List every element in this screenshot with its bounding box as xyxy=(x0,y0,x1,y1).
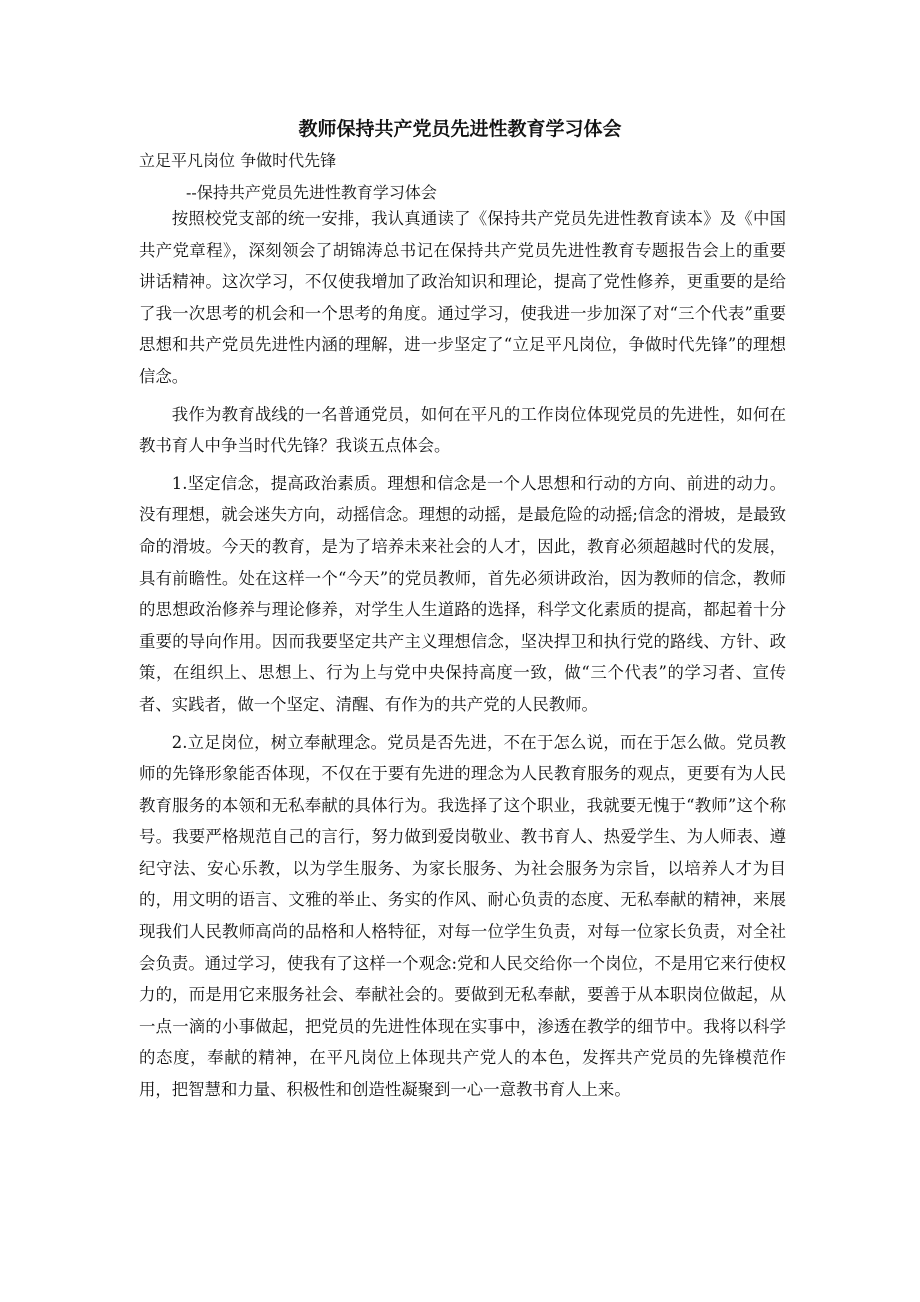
paragraph: 按照校党支部的统一安排，我认真通读了《保持共产党员先进性教育读本》及《中国共产党章程》，深刻领会了胡锦涛总书记在保持共产党员先进性教育专题报告会上的重要讲话精神。这次学习，不仅使我增加了政治知识和理论，提高了党性修养，更重要的是给了我一次思考的机会和一个思考的角度。通过学习，使我进一步加深了对“三个代表”重要思想和共产党员先进性内涵的理解，进一步坚定了“立足平凡岗位，争做时代先锋”的理想信念。 xyxy=(139,209,786,386)
document-subtitle: 立足平凡岗位 争做时代先锋 xyxy=(139,151,337,170)
paragraph: 1.坚定信念，提高政治素质。理想和信念是一个人思想和行动的方向、前进的动力。没有理想，就会迷失方向，动摇信念。理想的动摇，是最危险的动摇;信念的滑坡，是最致命的滑坡。今天的教育，是为了培养未来社会的人才，因此，教育必须超越时代的发展，具有前瞻性。处在这样一个“今天”的党员教师，首先必须讲政治，因为教师的信念，教师的思想政治修养与理论修养，对学生人生道路的选择，科学文化素质的提高，都起着十分重要的导向作用。因而我要坚定共产主义理想信念，坚决捍卫和执行党的路线、方针、政策，在组织上、思想上、行为上与党中央保持高度一致，做“三个代表”的学习者、宣传者、实践者，做一个坚定、清醒、有作为的共产党的人民教师。 xyxy=(139,473,786,714)
document-title: 教师保持共产党员先进性教育学习体会 xyxy=(298,118,622,140)
document-body xyxy=(139,203,786,1112)
document-subheading: --保持共产党员先进性教育学习体会 xyxy=(186,183,437,202)
paragraph: 2.立足岗位，树立奉献理念。党员是否先进，不在于怎么说，而在于怎么做。党员教师的先锋形象能否体现，不仅在于要有先进的理念为人民教育服务的观点，更要有为人民教育服务的本领和无私奉献的具体行为。我选择了这个职业，我就要无愧于“教师”这个称号。我要严格规范自己的言行，努力做到爱岗敬业、教书育人、热爱学生、为人师表、遵纪守法、安心乐教，以为学生服务、为家长服务、为社会服务为宗旨，以培养人才为目的，用文明的语言、文雅的举止、务实的作风、耐心负责的态度、无私奉献的精神，来展现我们人民教师高尚的品格和人格特征，对每一位学生负责，对每一位家长负责，对全社会负责。通过学习，使我有了这样一个观念:党和人民交给你一个岗位，不是用它来行使权力的，而是用它来服务社会、奉献社会的。要做到无私奉献，要善于从本职岗位做起，从一点一滴的小事做起，把党员的先进性体现在实事中，渗透在教学的细节中。我将以科学的态度，奉献的精神，在平凡岗位上体现共产党人的本色，发挥共产党员的先锋模范作用，把智慧和力量、积极性和创造性凝聚到一心一意教书育人上来。 xyxy=(139,732,786,1100)
paragraph: 我作为教育战线的一名普通党员，如何在平凡的工作岗位体现党员的先进性，如何在教书育人中争当时代先锋？我谈五点体会。 xyxy=(139,404,786,456)
